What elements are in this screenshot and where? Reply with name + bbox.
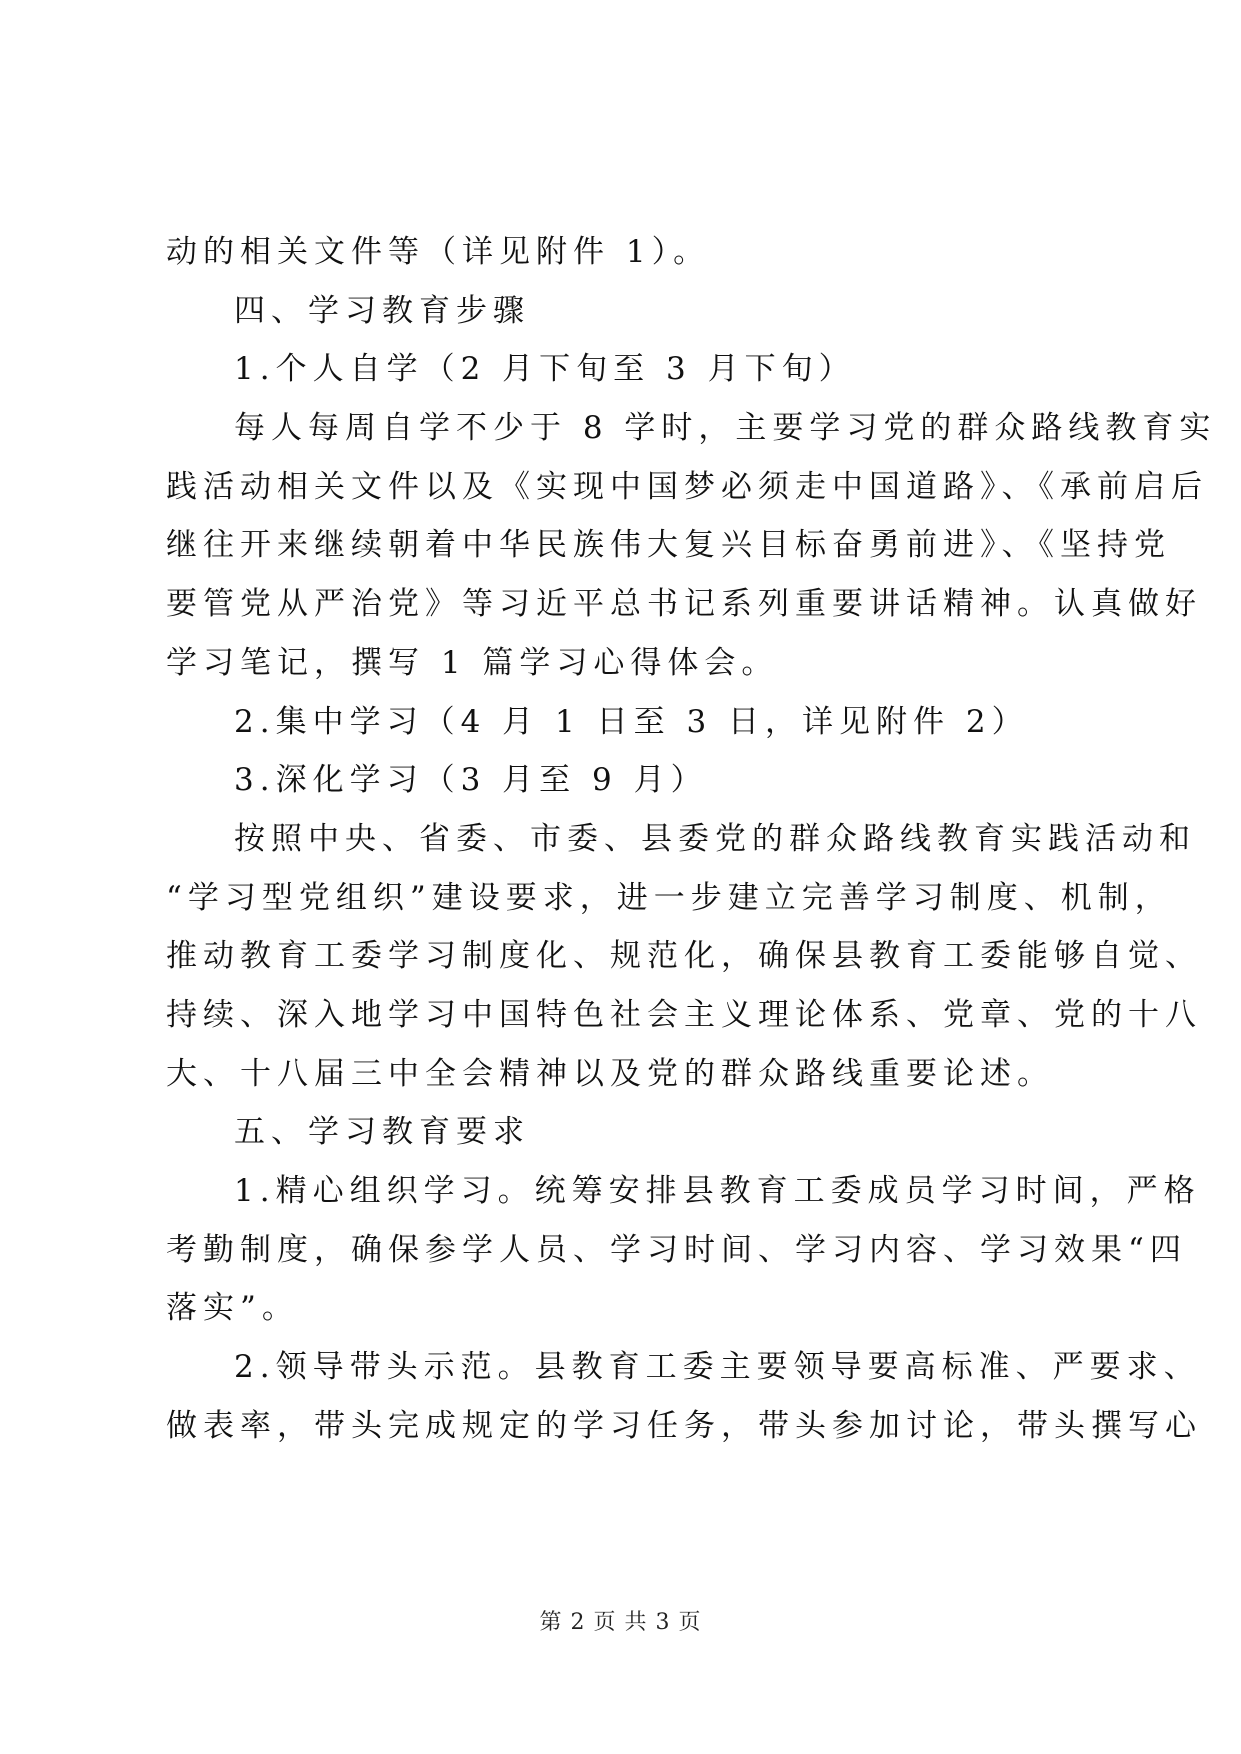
- paragraph-line: 2.领导带头示范。县教育工委主要领导要高标准、严要求、: [234, 1349, 1201, 1386]
- paragraph-line: “学习型党组织”建设要求，进一步建立完善学习制度、机制，: [166, 879, 1172, 916]
- subheading: 2.集中学习（4 月 1 日至 3 日，详见附件 2）: [234, 703, 1029, 740]
- section-heading: 五、学习教育要求: [234, 1114, 530, 1151]
- paragraph-line: 做表率，带头完成规定的学习任务，带头参加讨论，带头撰写心: [166, 1407, 1202, 1444]
- subheading: 1.个人自学（2 月下旬至 3 月下旬）: [234, 351, 856, 388]
- paragraph-line: 要管党从严治党》等习近平总书记系列重要讲话精神。认真做好: [166, 586, 1202, 623]
- section-heading: 四、学习教育步骤: [234, 292, 530, 329]
- paragraph-line: 每人每周自学不少于 8 学时，主要学习党的群众路线教育实: [234, 410, 1217, 447]
- paragraph-line: 践活动相关文件以及《实现中国梦必须走中国道路》、《承前启后: [166, 468, 1208, 505]
- subheading: 3.深化学习（3 月至 9 月）: [234, 762, 708, 799]
- paragraph-line: 大、十八届三中全会精神以及党的群众路线重要论述。: [166, 1055, 1054, 1092]
- paragraph-line: 继往开来继续朝着中华民族伟大复兴目标奋勇前进》、《坚持党: [166, 527, 1171, 564]
- text-line: 动的相关文件等（详见附件 1）。: [166, 234, 711, 270]
- paragraph-line: 考勤制度，确保参学人员、学习时间、学习内容、学习效果“四: [166, 1231, 1187, 1268]
- document-body: [166, 232, 1217, 1464]
- paragraph-line: 学习笔记，撰写 1 篇学习心得体会。: [166, 644, 779, 681]
- paragraph-line: 推动教育工委学习制度化、规范化，确保县教育工委能够自觉、: [166, 938, 1202, 975]
- paragraph-line: 落实”。: [166, 1290, 299, 1327]
- paragraph-line: 1.精心组织学习。统筹安排县教育工委成员学习时间，严格: [234, 1173, 1201, 1209]
- paragraph-line: 持续、深入地学习中国特色社会主义理论体系、党章、党的十八: [166, 996, 1202, 1033]
- page-footer: 第 2 页 共 3 页: [539, 1610, 702, 1635]
- paragraph-line: 按照中央、省委、市委、县委党的群众路线教育实践活动和: [234, 820, 1196, 857]
